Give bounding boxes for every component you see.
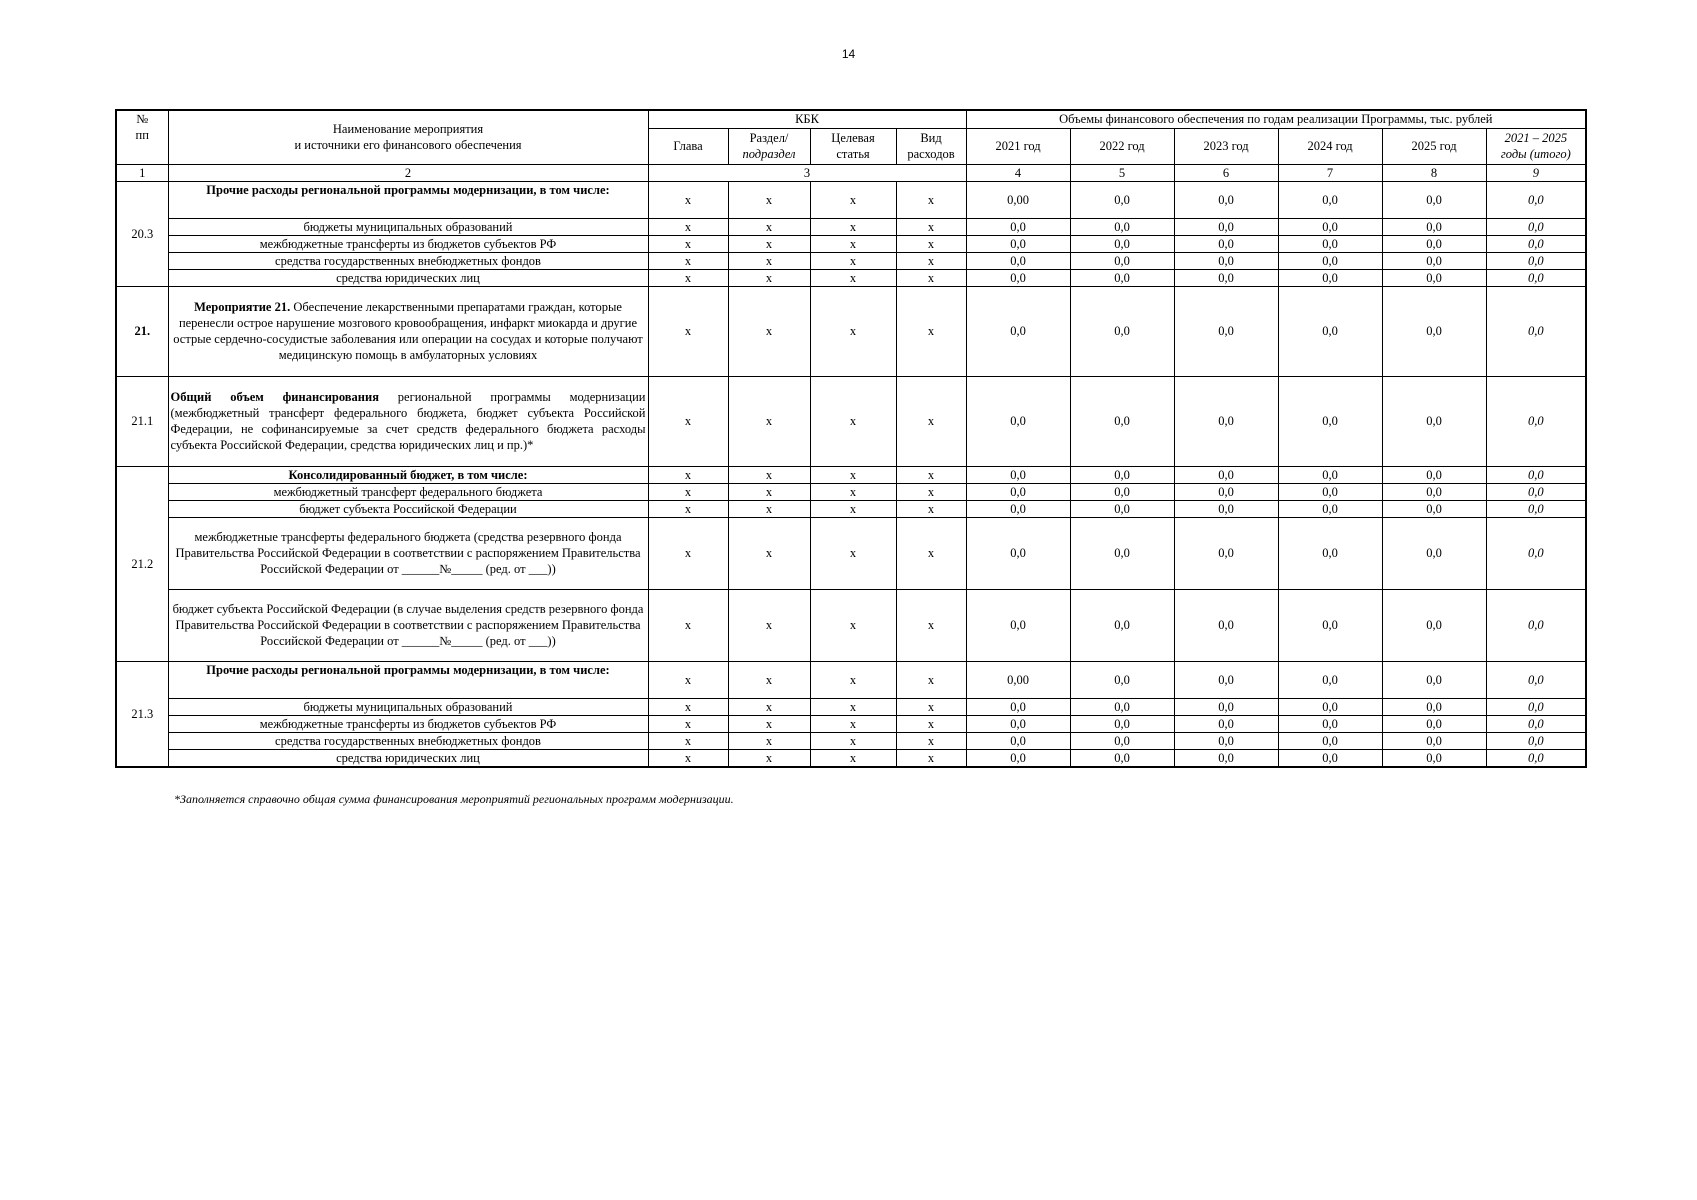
kbk-cell: x — [728, 698, 810, 715]
value-cell: 0,0 — [1382, 749, 1486, 767]
kbk-cell: x — [728, 286, 810, 376]
value-cell: 0,0 — [1174, 589, 1278, 661]
value-cell: 0,0 — [1174, 181, 1278, 218]
kbk-cell: x — [648, 235, 728, 252]
kbk-cell: x — [896, 466, 966, 483]
total-cell: 0,0 — [1486, 218, 1586, 235]
kbk-cell: x — [648, 286, 728, 376]
kbk-cell: x — [728, 732, 810, 749]
table-row — [116, 732, 1586, 749]
total-cell: 0,0 — [1486, 466, 1586, 483]
value-cell: 0,0 — [1070, 715, 1174, 732]
header-year-2023: 2023 год — [1174, 128, 1278, 164]
kbk-cell: x — [648, 749, 728, 767]
row-name-text: средства государственных внебюджетных фондов — [275, 253, 541, 268]
row-name — [168, 235, 648, 252]
row-name-text: средства юридических лиц — [336, 750, 480, 765]
row-name-text: региональной программы модернизации (межбюджетный трансферт федерального бюджета, бюджет субъекта Российской Федерации, не софинансируемые за счет средств федерального бюджета расходы субъекта Российской Федерации, средства юридических лиц и пр.)* — [170, 390, 646, 452]
value-cell: 0,0 — [966, 376, 1070, 466]
total-cell: 0,0 — [1486, 732, 1586, 749]
kbk-cell: x — [896, 483, 966, 500]
row-number: 20.3 — [116, 181, 168, 286]
table-row — [116, 483, 1586, 500]
table-row — [116, 235, 1586, 252]
row-name-text: средства юридических лиц — [336, 270, 480, 285]
kbk-cell: x — [728, 376, 810, 466]
value-cell: 0,0 — [1278, 483, 1382, 500]
total-cell: 0,0 — [1486, 517, 1586, 589]
value-cell: 0,0 — [1278, 218, 1382, 235]
row-name-bold: Прочие расходы региональной программы модернизации, в том числе: — [206, 182, 610, 197]
value-cell: 0,0 — [1382, 466, 1486, 483]
row-name-bold: Консолидированный бюджет, в том числе: — [288, 467, 528, 482]
kbk-cell: x — [896, 286, 966, 376]
row-name-bold: Мероприятие 21. — [194, 300, 291, 314]
value-cell: 0,0 — [1382, 500, 1486, 517]
table-row — [116, 376, 1586, 466]
kbk-cell: x — [728, 235, 810, 252]
row-name — [168, 732, 648, 749]
kbk-cell: x — [810, 661, 896, 698]
kbk-cell: x — [648, 589, 728, 661]
kbk-cell: x — [728, 181, 810, 218]
value-cell: 0,0 — [1278, 698, 1382, 715]
kbk-cell: x — [648, 732, 728, 749]
page-number: 14 — [841, 47, 856, 61]
kbk-cell: x — [896, 517, 966, 589]
row-name — [168, 749, 648, 767]
kbk-cell: x — [728, 749, 810, 767]
row-name-text: средства государственных внебюджетных фондов — [275, 733, 541, 748]
kbk-cell: x — [728, 483, 810, 500]
index-cell: 3 — [648, 164, 966, 181]
value-cell: 0,0 — [1278, 466, 1382, 483]
row-number: 21.3 — [116, 661, 168, 767]
value-cell: 0,0 — [1382, 286, 1486, 376]
value-cell: 0,0 — [1174, 235, 1278, 252]
row-name-bold: Общий объем финансирования — [170, 390, 379, 404]
value-cell: 0,0 — [966, 715, 1070, 732]
kbk-cell: x — [810, 269, 896, 286]
value-cell: 0,0 — [1382, 661, 1486, 698]
value-cell: 0,0 — [1382, 181, 1486, 218]
total-cell: 0,0 — [1486, 269, 1586, 286]
row-name — [168, 269, 648, 286]
header-year-2025: 2025 год — [1382, 128, 1486, 164]
row-name — [168, 715, 648, 732]
table-row — [116, 252, 1586, 269]
value-cell: 0,0 — [1070, 252, 1174, 269]
kbk-cell: x — [810, 698, 896, 715]
kbk-cell: x — [728, 252, 810, 269]
value-cell: 0,00 — [966, 181, 1070, 218]
kbk-cell: x — [810, 235, 896, 252]
total-cell: 0,0 — [1486, 181, 1586, 218]
kbk-cell: x — [810, 376, 896, 466]
header-kbk: КБК — [648, 110, 966, 128]
value-cell: 0,0 — [1278, 715, 1382, 732]
header-year-2022: 2022 год — [1070, 128, 1174, 164]
value-cell: 0,0 — [1174, 218, 1278, 235]
table-row — [116, 589, 1586, 661]
total-cell: 0,0 — [1486, 715, 1586, 732]
kbk-cell: x — [728, 661, 810, 698]
row-name — [168, 286, 648, 376]
kbk-cell: x — [648, 698, 728, 715]
value-cell: 0,0 — [1278, 269, 1382, 286]
row-name-text: Обеспечение лекарственными препаратами граждан, которые перенесли острое нарушение мозгового кровообращения, инфаркт миокарда и другие острые сердечно-сосудистые заболевания или операции на сосудах и которые получают медицинскую помощь в амбулаторных условиях — [173, 300, 643, 362]
kbk-cell: x — [648, 661, 728, 698]
value-cell: 0,0 — [1070, 661, 1174, 698]
value-cell: 0,0 — [1070, 235, 1174, 252]
kbk-cell: x — [648, 269, 728, 286]
kbk-cell: x — [896, 589, 966, 661]
value-cell: 0,0 — [1174, 483, 1278, 500]
kbk-cell: x — [810, 500, 896, 517]
kbk-cell: x — [648, 517, 728, 589]
header-kbk-type: Вид расходов — [896, 128, 966, 164]
row-name-text: бюджет субъекта Российской Федерации (в случае выделения средств резервного фонда Правительства Российской Федерации в соответствии с распоряжением Правительства Российской Федерации от ______№_____ (ред. от ___)) — [172, 602, 644, 648]
row-name-text: межбюджетные трансферты из бюджетов субъектов РФ — [259, 236, 557, 251]
index-cell: 1 — [116, 164, 168, 181]
value-cell: 0,0 — [1070, 500, 1174, 517]
row-name — [168, 218, 648, 235]
row-name — [168, 466, 648, 483]
value-cell: 0,0 — [1278, 500, 1382, 517]
table-row — [116, 500, 1586, 517]
kbk-cell: x — [648, 483, 728, 500]
row-number: 21.1 — [116, 376, 168, 466]
kbk-cell: x — [810, 732, 896, 749]
kbk-cell: x — [896, 715, 966, 732]
kbk-cell: x — [728, 715, 810, 732]
row-name-text: бюджеты муниципальных образований — [303, 699, 513, 714]
kbk-cell: x — [896, 749, 966, 767]
header-kbk-section: Раздел/ подраздел — [728, 128, 810, 164]
kbk-cell: x — [810, 483, 896, 500]
table-body — [116, 181, 1586, 767]
kbk-cell: x — [728, 218, 810, 235]
kbk-cell: x — [648, 715, 728, 732]
value-cell: 0,0 — [1382, 376, 1486, 466]
kbk-cell: x — [896, 698, 966, 715]
index-cell: 5 — [1070, 164, 1174, 181]
value-cell: 0,0 — [966, 286, 1070, 376]
table-row — [116, 698, 1586, 715]
value-cell: 0,0 — [966, 252, 1070, 269]
footnote: *Заполняется справочно общая сумма финансирования мероприятий региональных программ модернизации. — [174, 792, 734, 806]
index-row — [116, 164, 1586, 181]
table-row — [116, 218, 1586, 235]
header-kbk-target: Целевая статья — [810, 128, 896, 164]
value-cell: 0,0 — [1382, 589, 1486, 661]
value-cell: 0,0 — [1382, 269, 1486, 286]
total-cell: 0,0 — [1486, 500, 1586, 517]
kbk-cell: x — [648, 252, 728, 269]
row-name-bold: Прочие расходы региональной программы модернизации, в том числе: — [206, 662, 610, 677]
row-name-text: бюджеты муниципальных образований — [303, 219, 513, 234]
header-name: Наименование мероприятия и источники его финансового обеспечения — [168, 110, 648, 164]
value-cell: 0,0 — [1070, 749, 1174, 767]
kbk-cell: x — [896, 218, 966, 235]
value-cell: 0,0 — [1070, 589, 1174, 661]
value-cell: 0,0 — [1278, 252, 1382, 269]
value-cell: 0,0 — [1070, 218, 1174, 235]
kbk-cell: x — [648, 500, 728, 517]
total-cell: 0,0 — [1486, 589, 1586, 661]
value-cell: 0,0 — [1070, 181, 1174, 218]
value-cell: 0,0 — [1174, 517, 1278, 589]
value-cell: 0,0 — [1174, 269, 1278, 286]
index-cell: 8 — [1382, 164, 1486, 181]
value-cell: 0,0 — [1382, 517, 1486, 589]
index-cell: 2 — [168, 164, 648, 181]
kbk-cell: x — [728, 589, 810, 661]
total-cell: 0,0 — [1486, 252, 1586, 269]
row-name-text: межбюджетные трансферты из бюджетов субъектов РФ — [259, 716, 557, 731]
value-cell: 0,0 — [1174, 500, 1278, 517]
row-name — [168, 376, 648, 466]
row-name — [168, 589, 648, 661]
index-cell: 9 — [1486, 164, 1586, 181]
value-cell: 0,0 — [1278, 661, 1382, 698]
value-cell: 0,0 — [1382, 698, 1486, 715]
table-row — [116, 715, 1586, 732]
value-cell: 0,0 — [1278, 517, 1382, 589]
kbk-cell: x — [810, 749, 896, 767]
value-cell: 0,0 — [966, 698, 1070, 715]
value-cell: 0,0 — [1070, 286, 1174, 376]
table-row — [116, 661, 1586, 698]
value-cell: 0,0 — [1382, 252, 1486, 269]
kbk-cell: x — [648, 466, 728, 483]
value-cell: 0,0 — [1174, 698, 1278, 715]
value-cell: 0,0 — [1382, 715, 1486, 732]
row-name-text: межбюджетные трансферты федерального бюджета (средства резервного фонда Правительства Российской Федерации в соответствии с распоряжением Правительства Российской Федерации от ______№_____ (ред. от ___)) — [175, 530, 641, 576]
budget-table — [115, 109, 1587, 768]
value-cell: 0,0 — [1174, 749, 1278, 767]
value-cell: 0,0 — [1382, 235, 1486, 252]
value-cell: 0,0 — [1278, 286, 1382, 376]
value-cell: 0,0 — [1174, 252, 1278, 269]
row-name — [168, 181, 648, 218]
kbk-cell: x — [896, 252, 966, 269]
kbk-cell: x — [896, 376, 966, 466]
header-num: № пп — [116, 110, 168, 164]
kbk-cell: x — [810, 517, 896, 589]
kbk-cell: x — [810, 181, 896, 218]
value-cell: 0,0 — [1278, 235, 1382, 252]
header-year-2021: 2021 год — [966, 128, 1070, 164]
table-row — [116, 181, 1586, 218]
value-cell: 0,0 — [1070, 269, 1174, 286]
row-name — [168, 661, 648, 698]
value-cell: 0,0 — [1278, 589, 1382, 661]
value-cell: 0,0 — [1174, 376, 1278, 466]
value-cell: 0,0 — [1174, 466, 1278, 483]
header-funding: Объемы финансового обеспечения по годам реализации Программы, тыс. рублей — [966, 110, 1586, 128]
value-cell: 0,0 — [966, 732, 1070, 749]
kbk-cell: x — [896, 732, 966, 749]
value-cell: 0,0 — [966, 218, 1070, 235]
row-name — [168, 698, 648, 715]
row-number: 21. — [116, 286, 168, 376]
value-cell: 0,0 — [966, 517, 1070, 589]
index-cell: 7 — [1278, 164, 1382, 181]
value-cell: 0,00 — [966, 661, 1070, 698]
value-cell: 0,0 — [1070, 732, 1174, 749]
kbk-cell: x — [728, 269, 810, 286]
kbk-cell: x — [810, 589, 896, 661]
value-cell: 0,0 — [1382, 218, 1486, 235]
kbk-cell: x — [810, 252, 896, 269]
row-number: 21.2 — [116, 466, 168, 661]
kbk-cell: x — [648, 218, 728, 235]
value-cell: 0,0 — [966, 235, 1070, 252]
value-cell: 0,0 — [1382, 732, 1486, 749]
value-cell: 0,0 — [1174, 732, 1278, 749]
total-cell: 0,0 — [1486, 286, 1586, 376]
total-cell: 0,0 — [1486, 661, 1586, 698]
value-cell: 0,0 — [1070, 376, 1174, 466]
header-kbk-subsection: подраздел — [742, 147, 796, 161]
header-year-2024: 2024 год — [1278, 128, 1382, 164]
value-cell: 0,0 — [966, 483, 1070, 500]
table-row — [116, 749, 1586, 767]
value-cell: 0,0 — [1070, 698, 1174, 715]
value-cell: 0,0 — [966, 500, 1070, 517]
table-row — [116, 286, 1586, 376]
row-name — [168, 517, 648, 589]
row-name-text: межбюджетный трансферт федерального бюджета — [273, 484, 543, 499]
kbk-cell: x — [896, 500, 966, 517]
value-cell: 0,0 — [1278, 181, 1382, 218]
table-row — [116, 466, 1586, 483]
total-cell: 0,0 — [1486, 235, 1586, 252]
value-cell: 0,0 — [1278, 732, 1382, 749]
index-cell: 4 — [966, 164, 1070, 181]
kbk-cell: x — [648, 181, 728, 218]
kbk-cell: x — [896, 269, 966, 286]
value-cell: 0,0 — [1278, 749, 1382, 767]
value-cell: 0,0 — [1174, 715, 1278, 732]
row-name — [168, 483, 648, 500]
kbk-cell: x — [810, 466, 896, 483]
table-row — [116, 517, 1586, 589]
value-cell: 0,0 — [966, 269, 1070, 286]
value-cell: 0,0 — [1382, 483, 1486, 500]
value-cell: 0,0 — [1174, 286, 1278, 376]
kbk-cell: x — [810, 218, 896, 235]
kbk-cell: x — [810, 286, 896, 376]
table-row — [116, 269, 1586, 286]
value-cell: 0,0 — [966, 466, 1070, 483]
index-cell: 6 — [1174, 164, 1278, 181]
value-cell: 0,0 — [1174, 661, 1278, 698]
header-total: 2021 – 2025 годы (итого) — [1486, 128, 1586, 164]
value-cell: 0,0 — [966, 749, 1070, 767]
kbk-cell: x — [810, 715, 896, 732]
total-cell: 0,0 — [1486, 483, 1586, 500]
kbk-cell: x — [896, 181, 966, 218]
kbk-cell: x — [728, 500, 810, 517]
kbk-cell: x — [728, 517, 810, 589]
value-cell: 0,0 — [1070, 466, 1174, 483]
row-name — [168, 500, 648, 517]
kbk-cell: x — [728, 466, 810, 483]
total-cell: 0,0 — [1486, 749, 1586, 767]
total-cell: 0,0 — [1486, 376, 1586, 466]
header-kbk-chapter: Глава — [648, 128, 728, 164]
row-name-text: бюджет субъекта Российской Федерации — [299, 501, 517, 516]
kbk-cell: x — [648, 376, 728, 466]
row-name — [168, 252, 648, 269]
kbk-cell: x — [896, 661, 966, 698]
value-cell: 0,0 — [1070, 517, 1174, 589]
value-cell: 0,0 — [1070, 483, 1174, 500]
kbk-cell: x — [896, 235, 966, 252]
value-cell: 0,0 — [966, 589, 1070, 661]
total-cell: 0,0 — [1486, 698, 1586, 715]
value-cell: 0,0 — [1278, 376, 1382, 466]
